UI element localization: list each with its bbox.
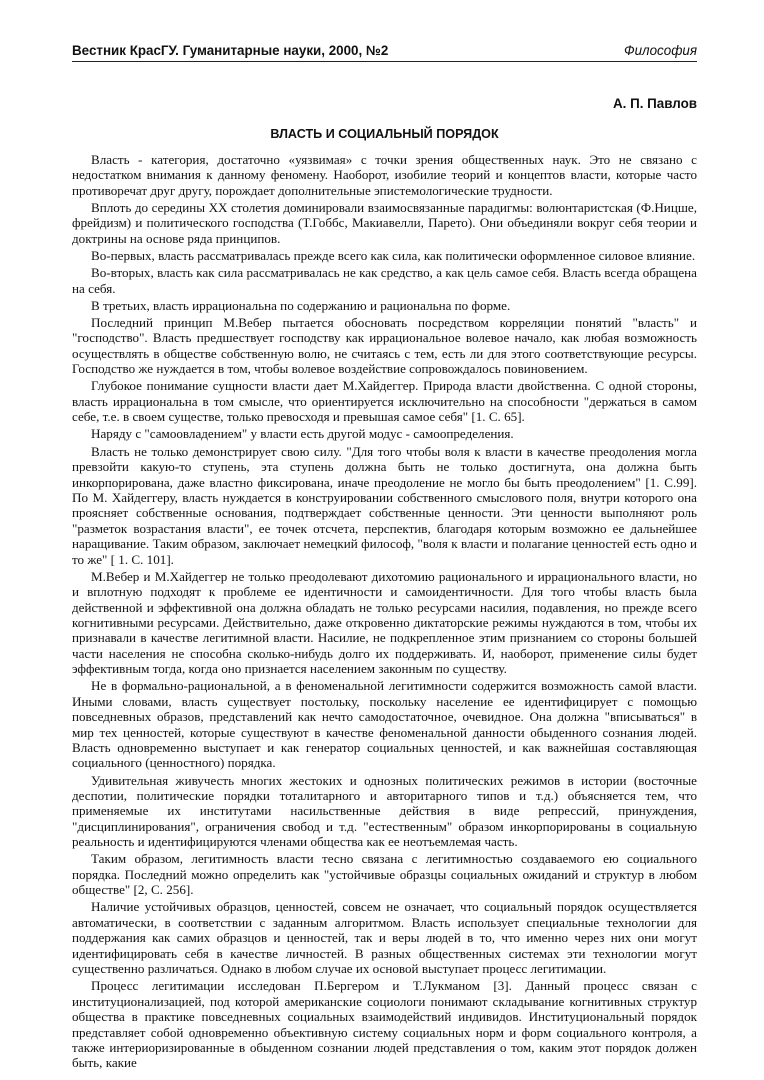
paragraph: Власть не только демонстрирует свою силу. "Для того чтобы воля к власти в качестве преодоления могла превзойти какую-то ступень, эта ступень должна быть не только достигнута, она должна быть инкорпорирована, даже властно фиксирована, иначе преодоление не могло бы быть преодолением" [1. С.99]. По М. Хайдеггеру, власть нуждается в конструировании собственного смыслового поля, внутри которого она проясняет собственные основания, подтверждает собственные ценности. Эти ценности выполняют роль "разметок возрастания власти", ее точек отсчета, перспектив, благодаря которым возможно ее дальнейшее наращивание. Таким образом, заключает немецкий философ, "воля к власти и полагание ценностей есть одно и то же" [ 1. С. 101]. [72, 443, 697, 567]
paragraph: Таким образом, легитимность власти тесно связана с легитимностью создаваемого ею социального порядка. Последний можно определить как "устойчивые образцы социальных ожиданий и структур в любом обществе" [2, С. 256]. [72, 851, 697, 898]
paragraph: В третьих, власть иррациональна по содержанию и рациональна по форме. [91, 297, 511, 313]
running-header [72, 43, 697, 62]
paragraph: Во-первых, власть рассматривалась прежде всего как сила, как политически оформленное силовое влияние. [91, 248, 696, 264]
paragraph: Наряду с "самоовладением" у власти есть другой модус - самоопределения. [91, 426, 514, 442]
paragraph: Не в формально-рациональной, а в феноменальной легитимности содержится возможность самой власти. Иными словами, власть существует постольку, поскольку население ее идентифицирует с помощью повседневных образов, представлений как нечто самодостаточное, очевидное. Она должна "вписываться" в мир тех ценностей, которые существуют в качестве феноменальной данности обыденного сознания людей. Власть одновременно выступает и как генератор социальных ценностей, и как важнейшая составляющая социального (ценностного) порядка. [72, 678, 697, 771]
paragraph: Власть - категория, достаточно «уязвимая» с точки зрения общественных наук. Это не связано с недостатком внимания к данному феномену. Наоборот, изобилие теорий и концептов власти, которые часто противоречат друг другу, порождает дополнительные эпистемологические трудности. [72, 152, 697, 198]
author-name: А. П. Павлов [612, 96, 697, 111]
paragraph: М.Вебер и М.Хайдеггер не только преодолевают дихотомию рационального и иррационального власти, но и вплотную подходят к проблеме ее идентичности и самоидентичности. Для того чтобы власть была действенной и эффективной она должна обладать не только ресурсами насилия, подавления, но прежде всего когнитивными ресурсами. Действительно, даже откровенно диктаторские режимы нуждаются в том, чтобы их признавали в качестве легитимной власти. Насилие, не подкрепленное этим признанием со стороны большей части населения не способна сколько-нибудь долго их поддерживать. И, наоборот, применение силы будет эффективным тогда, когда оно признается населением законным по существу. [72, 568, 697, 677]
paragraph: Наличие устойчивых образцов, ценностей, совсем не означает, что социальный порядок осуществляется автоматически, в соответствии с заданным алгоритмом. Власть использует специальные технологии для поддержания как самих образцов и ценностей, так и веры людей в то, что именно через них они могут идентифицировать себя в качестве личностей. В разных общественных системах эти технологии могут существенно различаться. Однако в любом случае их основой выступает процесс легитимации. [72, 899, 697, 977]
paragraph: Последний принцип М.Вебер пытается обосновать посредством корреляции понятий "власть" и "господство". Власть предшествует господству как иррациональное волевое начало, как любая возможность осуществлять в обществе собственную волю, не считаясь с тем, есть ли для этого соответствующие ресурсы. Господство же нуждается в том, чтобы волевое воздействие сопровождалось повиновением. [72, 315, 697, 377]
article-body [72, 152, 697, 1073]
section-name: Философия [623, 43, 697, 58]
article-title: ВЛАСТЬ И СОЦИАЛЬНЫЙ ПОРЯДОК [270, 127, 499, 141]
paragraph: Во-вторых, власть как сила рассматривалась не как средство, а как цель самое себя. Власть всегда обращена на себя. [72, 265, 697, 296]
paragraph: Вплоть до середины XX столетия доминировали взаимосвязанные парадигмы: волюнтаристская (Ф.Ницше, фрейдизм) и политического господства (Т.Гоббс, Макиавелли, Парето). Они объединяли вокруг себя теории и доктрины на основе ряда принципов. [72, 200, 697, 246]
journal-title: Вестник КрасГУ. Гуманитарные науки, 2000, №2 [72, 43, 389, 58]
paragraph: Глубокое понимание сущности власти дает М.Хайдеггер. Природа власти двойственна. С одной стороны, власть иррациональна в том смысле, что ориентируется исключительно на способности "держаться в самом себе, т.е. в своем существе, только превосходя и превышая самое себя" [1. С. 65]. [72, 378, 697, 425]
paragraph: Удивительная живучесть многих жестоких и однозных политических режимов в истории (восточные деспотии, политические порядки тоталитарного и авторитарного типов и т.д.) объясняется тем, что применяемые их институтами насильственные действия в виде репрессий, принуждения, "дисциплинирования", ограничения свобод и т.д. "естественным" образом инкорпорированы в социальную реальность и идентифицируются членами общества как ее неотъемлемая часть. [72, 772, 697, 850]
paragraph: Процесс легитимации исследован П.Бергером и Т.Лукманом [3]. Данный процесс связан с институционализацией, под которой американские социологи понимают складывание когнитивных структур общества в практике повседневных социальных взаимодействий индивидов. Институциональный порядок представляет собой одновременно объективную систему социальных норм и форм социального контроля, а также интериоризированные в обыденном сознании людей представления о том, каким этот порядок должен быть, какие [72, 978, 697, 1071]
